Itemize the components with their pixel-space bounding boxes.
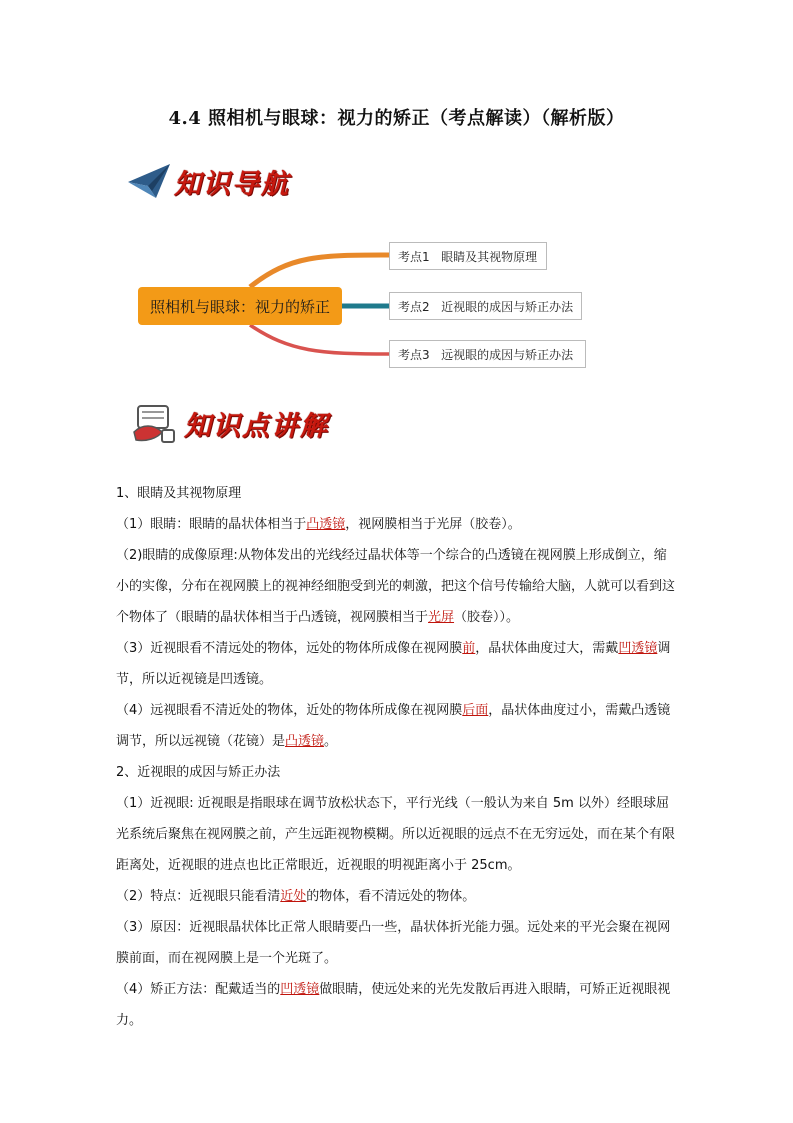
content-body — [116, 478, 676, 1036]
scroll-quill-icon — [128, 402, 178, 446]
paragraph: （4）矫正方法：配戴适当的凹透镜做眼睛，使远处来的光先发散后再进入眼睛，可矫正近视眼视力。 — [116, 982, 671, 1028]
mindmap-leaf-2: 考点2 近视眼的成因与矫正办法 — [389, 292, 582, 320]
document-title: 4.4 照相机与眼球：视力的矫正（考点解读）（解析版） — [168, 108, 625, 129]
banner-title: 知识导航 — [174, 169, 290, 200]
banner-title: 知识点讲解 — [184, 411, 329, 442]
mindmap-center-node: 照相机与眼球：视力的矫正 — [138, 287, 342, 325]
mindmap-leaf-1: 考点1 眼睛及其视物原理 — [389, 242, 547, 270]
paragraph: （1）近视眼: 近视眼是指眼球在调节放松状态下，平行光线（一般认为来自 5m 以外）经眼球屈光系统后聚焦在视网膜之前，产生远距视物模糊。所以近视眼的远点不在无穷远处，而在某个有限距离处，近视眼的进点也比正常眼近，近视眼的明视距离小于 25cm。 — [116, 796, 676, 873]
paragraph: （2）特点：近视眼只能看清近处的物体，看不清远处的物体。 — [116, 889, 476, 904]
section-heading: 2、近视眼的成因与矫正办法 — [116, 765, 281, 780]
section-heading: 1、眼睛及其视物原理 — [116, 486, 242, 501]
paragraph: （3）近视眼看不清远处的物体，远处的物体所成像在视网膜前，晶状体曲度过大，需戴凹透镜调节，所以近视镜是凹透镜。 — [116, 641, 671, 687]
mindmap-leaf-3: 考点3 远视眼的成因与矫正办法 — [389, 340, 586, 368]
paragraph: （3）原因：近视眼晶状体比正常人眼睛要凸一些，晶状体折光能力强。远处来的平光会聚在视网膜前面，而在视网膜上是一个光斑了。 — [116, 920, 671, 966]
paragraph: （1）眼睛：眼睛的晶状体相当于凸透镜，视网膜相当于光屏（胶卷）。 — [116, 517, 521, 532]
paragraph: （4）远视眼看不清近处的物体，近处的物体所成像在视网膜后面，晶状体曲度过小，需戴凸透镜调节，所以远视镜（花镜）是凸透镜。 — [116, 703, 671, 749]
paragraph: （2)眼睛的成像原理:从物体发出的光线经过晶状体等一个综合的凸透镜在视网膜上形成倒立，缩小的实像，分布在视网膜上的视神经细胞受到光的刺激，把这个信号传输给大脑，人就可以看到这个物体了（眼睛的晶状体相当于凸透镜，视网膜相当于光屏（胶卷））。 — [116, 548, 676, 625]
